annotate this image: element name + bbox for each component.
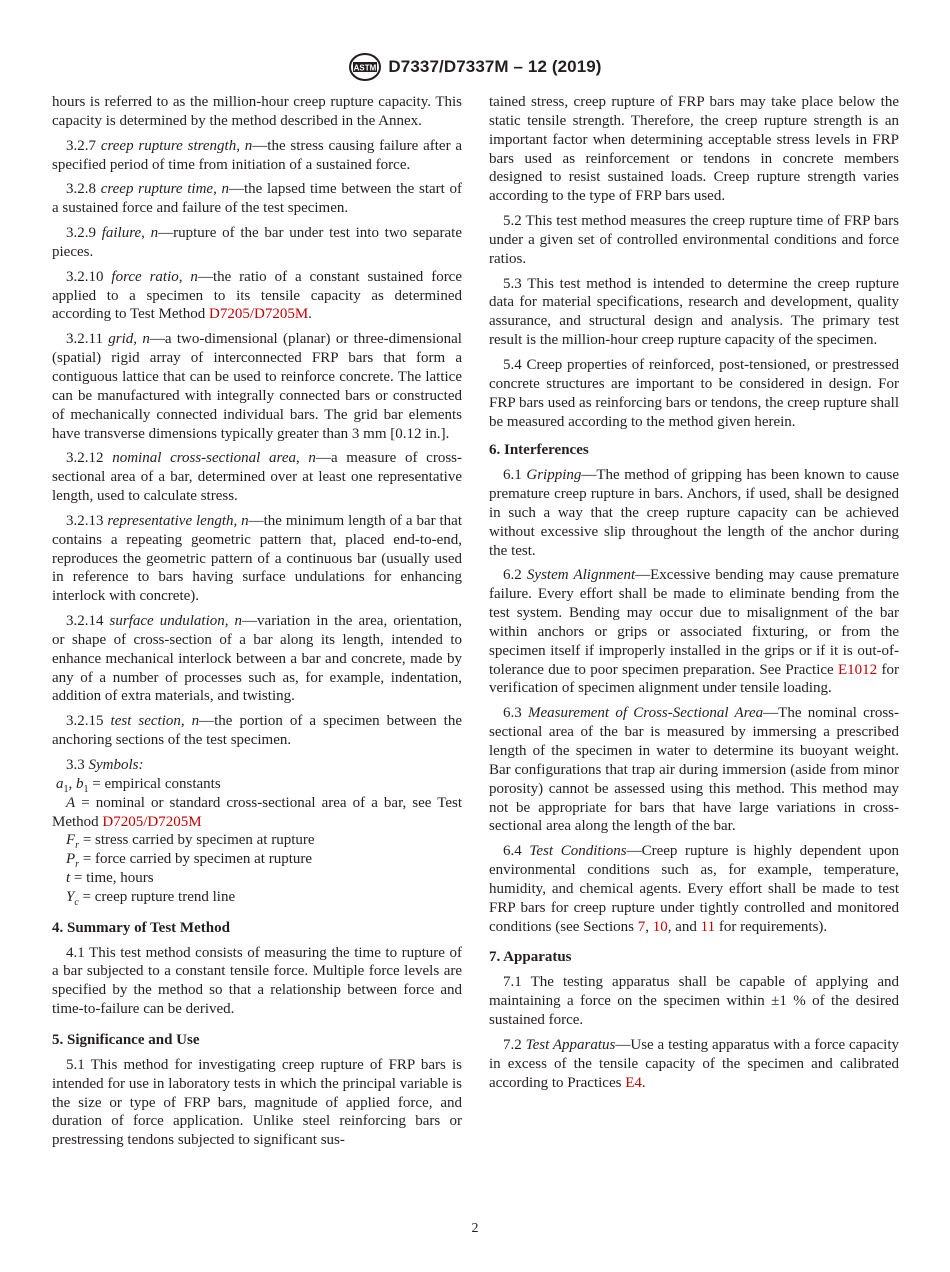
term: failure, n bbox=[101, 225, 159, 242]
paragraph-5-1: 5.1 This method for investigating creep rupture of FRP bars is intended for use in laboratory tests in which the principal variable is the size or type of FRP bars, magnitude of applied force, and duration of force application. Unlike steel reinforcing bars or prestressing tendons subjected to significant sus- bbox=[52, 1056, 462, 1149]
section-number: 3.3 bbox=[66, 757, 85, 773]
paragraph-5-2: 5.2 This test method measures the creep rupture time of FRP bars under a given set of controlled environmental conditions and force ratios. bbox=[489, 213, 899, 267]
term: test section, n bbox=[110, 713, 200, 730]
term: force ratio, n bbox=[111, 268, 198, 285]
paragraph-text: for verification of specimen alignment under tensile loading. bbox=[489, 661, 899, 697]
section-number: 3.2.8 bbox=[66, 181, 96, 198]
symbol-var: a bbox=[56, 775, 64, 792]
symbol-var: t bbox=[66, 870, 71, 887]
term: Symbols: bbox=[88, 757, 144, 773]
definition-text: —the stress causing failure after a specified period of time from initiation of a sustained force. bbox=[52, 137, 463, 173]
paragraph-5-3: 5.3 This test method is intended to determine the creep rupture data for material specifications, research and development, quality assurance, and structural design and analysis. The primary test result is the million-hour creep rupture capacity of the specimen. bbox=[489, 275, 899, 349]
paragraph-text: —Excessive bending may cause premature failure. Every effort shall be made to eliminate bending from the test system. Bending may occur due to misalignment of the bar within anchors or grips or associated fixturing, or from the specimen itself if improperly installed in the grips or if it is out-of-tolerance due to poor specimen preparation. See Practice bbox=[489, 567, 899, 678]
reference-link-e1012[interactable]: E1012 bbox=[838, 661, 878, 678]
section-number: 6.1 bbox=[503, 467, 522, 484]
document-title: D7337/D7337M – 12 (2019) bbox=[388, 57, 602, 76]
reference-link-d7205[interactable]: D7205/D7205M bbox=[102, 813, 202, 830]
paragraph-text: —Use a testing apparatus with a force capacity in excess of the tensile capacity of the specimen and calibrated according to Practices bbox=[489, 1036, 899, 1091]
paragraph-7-1: 7.1 The testing apparatus shall be capable of applying and maintaining a force on the specimen within ±1 % of the desired sustained force. bbox=[489, 974, 899, 1028]
symbol-text: = creep rupture trend line bbox=[78, 888, 236, 905]
section-heading-4: 4. Summary of Test Method bbox=[52, 919, 230, 936]
symbol-A bbox=[52, 794, 462, 832]
term: Gripping bbox=[526, 467, 582, 484]
definition-text: —a measure of cross-sectional area of a bar, determined over at least one representative length, used to calculate stress. bbox=[52, 450, 462, 505]
paragraph-5-1-continued: tained stress, creep rupture of FRP bars may take place below the static tensile strength. Therefore, the creep rupture strength is an important factor when determining acceptable stress levels in FRP bars used as reinforcement or tendons in concrete members designed to resist sustained loads. Creep rupture strength varies according to the type of FRP bars used. bbox=[489, 94, 899, 205]
symbol-var: A bbox=[66, 794, 76, 811]
section-number: 7.2 bbox=[503, 1036, 522, 1053]
term: Test Conditions bbox=[529, 843, 627, 860]
term: creep rupture strength, n bbox=[100, 137, 253, 154]
paragraph-6-3 bbox=[489, 704, 899, 836]
definition-text: —the lapsed time between the start of a sustained force and failure of the test specimen. bbox=[52, 181, 462, 217]
term: creep rupture time, n bbox=[100, 181, 229, 198]
definition-3-2-8 bbox=[52, 180, 462, 218]
definition-text: —a two-dimensional (planar) or three-dimensional (spatial) rigid array of interconnected FRP bars that form a contiguous lattice that can be used to reinforce concrete. The lattice can be manufactured with integrally connected bars or constructed of mechanically connected individual bars. The grid bar elements have transverse dimensions typically greater than 3 mm [0.12 in.]. bbox=[52, 331, 462, 442]
section-number: 3.2.12 bbox=[66, 450, 104, 467]
page-number: 2 bbox=[471, 1221, 479, 1236]
symbol-sub: r bbox=[75, 859, 80, 871]
definition-3-2-12 bbox=[52, 449, 462, 506]
definition-3-2-10 bbox=[52, 268, 462, 325]
definition-3-2-11 bbox=[52, 330, 462, 443]
term: Measurement of Cross-Sectional Area bbox=[528, 705, 764, 722]
definition-3-2-14 bbox=[52, 612, 462, 706]
section-number: 6.3 bbox=[503, 705, 522, 722]
section-number: 6.2 bbox=[503, 567, 522, 584]
term: representative length, n bbox=[107, 512, 249, 529]
symbol-sub: 1 bbox=[83, 783, 89, 795]
symbol-text: = empirical constants bbox=[88, 775, 221, 792]
astm-logo-icon bbox=[348, 52, 382, 82]
symbol-Fr bbox=[52, 831, 462, 850]
paragraph-text: —The nominal cross-sectional area of the bar is measured by immersing a prescribed length of the specimen in water to determine its buoyant weight. Bar configurations that trap air during immersion (aside from minor porosity) cannot be assessed using this method. This method may not be appropriate for bars that have large variations in cross-sectional area along the length of the bar. bbox=[489, 705, 900, 835]
definition-3-2-13 bbox=[52, 512, 462, 606]
separator: , bbox=[645, 918, 653, 935]
section-link-7[interactable]: 7 bbox=[637, 918, 646, 935]
symbol-var: Y bbox=[66, 888, 75, 905]
definition-text: —the ratio of a constant sustained force applied to a specimen to its tensile capacity as determined according to Test Method bbox=[52, 268, 463, 323]
section-link-10[interactable]: 10 bbox=[652, 918, 668, 935]
left-column bbox=[52, 93, 462, 1156]
symbol-text: = stress carried by specimen at rupture bbox=[79, 832, 315, 849]
section-number: 3.2.9 bbox=[66, 225, 96, 242]
section-number: 3.2.10 bbox=[66, 268, 104, 285]
term: Test Apparatus bbox=[525, 1036, 616, 1053]
punctuation: . bbox=[308, 306, 312, 323]
separator: , and bbox=[667, 918, 701, 935]
symbol-a1-b1 bbox=[52, 775, 462, 794]
reference-link-e4[interactable]: E4 bbox=[625, 1074, 642, 1091]
term: grid, n bbox=[108, 331, 150, 348]
paragraph-text: —The method of gripping has been known to cause premature creep rupture in bars. Anchors, if used, shall be designed in such a way that the creep rupture capacity can be achieved without excessive slip throughout the length of the anchor during the test. bbox=[489, 467, 899, 559]
page-header bbox=[0, 52, 950, 87]
section-number: 3.2.13 bbox=[66, 512, 104, 529]
symbol-Pr bbox=[52, 850, 462, 869]
definition-3-2-7 bbox=[52, 137, 462, 175]
symbol-text: = force carried by specimen at rupture bbox=[79, 851, 313, 868]
punctuation: . bbox=[641, 1074, 646, 1091]
section-number: 6.4 bbox=[503, 843, 522, 860]
symbols-heading bbox=[52, 756, 462, 775]
right-column bbox=[489, 93, 899, 1098]
symbol-sub: 1 bbox=[63, 783, 69, 795]
paragraph-7-2 bbox=[489, 1036, 899, 1093]
paragraph-4-1: 4.1 This test method consists of measuring the time to rupture of a bar subjected to a constant tensile force. Multiple force levels are specified by the method so that a relationship between force and time-to-failure can be derived. bbox=[52, 944, 462, 1018]
term: System Alignment bbox=[526, 567, 636, 584]
definition-text: —variation in the area, orientation, or shape of cross-section of a bar along its length, intended to enhance mechanical interlock between a bar and concrete, made by any of a number of processes such as, for example, indentation, addition of extra materials, and twisting. bbox=[52, 613, 462, 705]
symbol-sub: c bbox=[74, 896, 79, 908]
section-number: 3.2.7 bbox=[66, 137, 96, 154]
paragraph-6-4 bbox=[489, 842, 899, 936]
definition-text: —the portion of a specimen between the anchoring sections of the test specimen. bbox=[52, 713, 462, 749]
paragraph-6-1 bbox=[489, 466, 899, 560]
separator: , bbox=[68, 775, 76, 792]
section-heading-5: 5. Significance and Use bbox=[52, 1031, 200, 1048]
term: nominal cross-sectional area, n bbox=[112, 450, 316, 467]
definition-3-2-9 bbox=[52, 224, 462, 262]
paragraph-6-2 bbox=[489, 566, 899, 698]
section-number: 3.2.15 bbox=[66, 713, 104, 730]
paragraph-text: for requirements). bbox=[715, 918, 828, 935]
section-number: 3.2.11 bbox=[66, 331, 103, 348]
definition-3-2-15 bbox=[52, 712, 462, 750]
symbol-var: P bbox=[66, 851, 76, 868]
section-number: 3.2.14 bbox=[66, 613, 104, 630]
paragraph-continued: hours is referred to as the million-hour creep rupture capacity. This capacity is determined by the method described in the Annex. bbox=[52, 94, 462, 129]
definition-text: —rupture of the bar under test into two separate pieces. bbox=[52, 225, 462, 260]
reference-link-d7205[interactable]: D7205/D7205M bbox=[208, 306, 309, 323]
symbol-Yc bbox=[52, 888, 462, 907]
svg-text:ASTM: ASTM bbox=[354, 63, 377, 73]
section-heading-6: 6. Interferences bbox=[489, 442, 589, 459]
paragraph-5-4: 5.4 Creep properties of reinforced, post-tensioned, or prestressed concrete structures are important to be considered in design. For FRP bars used as reinforcing bars or tendons, the creep rupture shall be measured according to the method given herein. bbox=[489, 356, 899, 430]
section-heading-7: 7. Apparatus bbox=[489, 949, 572, 966]
section-link-11[interactable]: 11 bbox=[700, 918, 716, 935]
term: surface undulation, n bbox=[109, 613, 243, 630]
symbol-text: = nominal or standard cross-sectional area of a bar, see Test Method bbox=[52, 794, 462, 830]
paragraph-text: —Creep rupture is highly dependent upon environmental conditions such as, for example, temperature, humidity, and chemical agents. Every effort shall be made to test FRP bars for creep rupture under tightly controlled and monitored conditions (see Sections bbox=[489, 843, 899, 935]
symbol-var: b bbox=[76, 775, 84, 792]
symbol-text: = time, hours bbox=[70, 870, 154, 887]
definition-text: —the minimum length of a bar that contains a repeating geometric pattern that, placed end-to-end, reproduces the geometric pattern of a continuous bar (usually used in reference to bars having surface undulations for enhancing interlock with concrete). bbox=[52, 512, 462, 605]
symbol-t bbox=[52, 869, 462, 888]
symbol-sub: r bbox=[75, 840, 80, 852]
symbol-var: F bbox=[66, 832, 76, 849]
